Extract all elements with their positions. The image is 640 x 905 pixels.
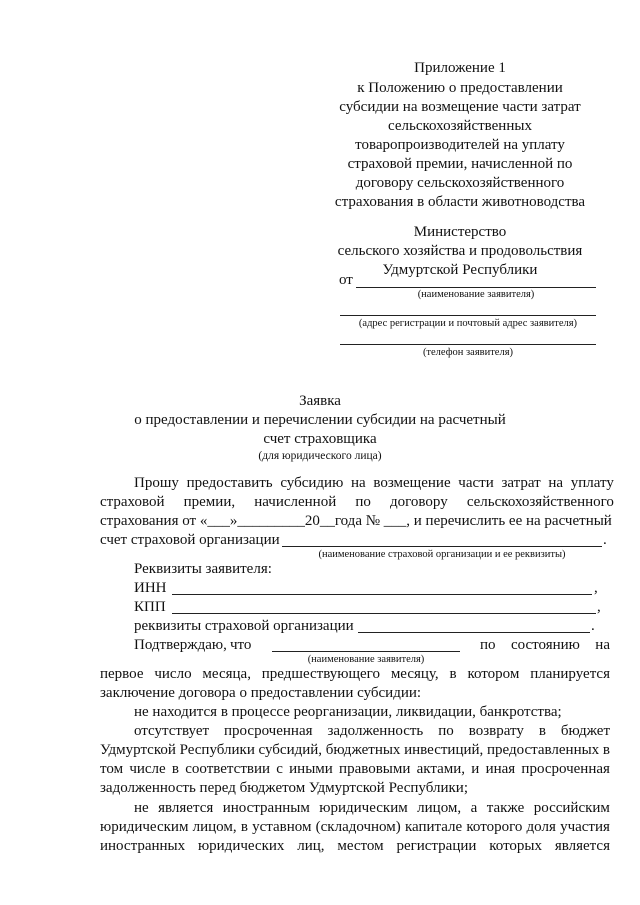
word: начисленной [254,494,337,510]
condition-item: не находится в процессе реорганизации, ликвидации, банкротства; [134,704,562,720]
word: планируется [530,666,610,682]
applicant-phone-field[interactable] [340,344,596,345]
phone-caption: (телефон заявителя) [422,347,514,358]
appendix-line: страхования в области животноводства [334,194,586,210]
word: а [470,800,478,816]
word: месяца, [202,666,251,682]
condition-item: задолженность перед бюджетом Удмуртской Республики; [100,780,468,796]
applicant-address-field[interactable] [340,315,596,316]
word: отсутствует [134,723,210,739]
word: возмещение [373,475,451,491]
word: инвестиций, [404,742,484,758]
word: бюджетных [325,742,401,758]
insurer-caption: (наименование страховой организации и ее реквизиты) [318,549,566,560]
word: месяцу, [390,666,439,682]
appendix-line: сельскохозяйственных [388,118,532,134]
word: юридическим [100,819,189,835]
addressee-line: Удмуртской Республики [382,262,538,278]
word: и [471,761,480,777]
paragraph-line [100,666,610,683]
insurer-requisites-field[interactable] [358,632,590,633]
word: том [100,761,124,777]
appendix-line: страховой премии, начисленной по [347,156,573,172]
word: с [276,761,283,777]
requisites-title: Реквизиты заявителя: [134,561,272,577]
confirm-word: Подтверждаю, [134,637,227,653]
word: сельскохозяйственного [466,494,614,510]
application-subtitle: о предоставлении и перечислении субсидии на расчетный [134,412,506,428]
word: предшествующего [261,666,380,682]
word: в [602,742,610,758]
word: страховой [100,494,165,510]
word: иными [289,761,333,777]
word: число [154,666,192,682]
word: лиц, [297,838,325,854]
applicant-name-field[interactable] [356,287,596,288]
word: предоставить [186,475,273,491]
word: капитале [404,819,463,835]
word: местом [337,838,384,854]
inn-label: ИНН [134,580,167,596]
paragraph-line [134,475,614,492]
word: на [350,475,366,491]
word: на [595,637,610,653]
addressee-line: сельского хозяйства и продовольствия [337,243,583,259]
word: в [171,761,180,777]
word: регистрации [396,838,477,854]
address-caption: (адрес регистрации и почтовый адрес заявителя) [358,318,578,329]
confirm-caption: (наименование заявителя) [307,654,425,665]
word: субсидию [280,475,344,491]
word: лицом, [417,800,462,816]
word: части [458,475,494,491]
from-label: от [339,272,353,288]
paragraph-line: заключение договора о предоставлении субсидии: [100,685,422,701]
word: юридических [197,838,285,854]
confirm-applicant-field[interactable] [272,651,460,652]
application-title: Заявка [299,393,341,409]
entity-note: (для юридического лица) [258,450,382,462]
appendix-title: Приложение 1 [414,60,506,76]
kpp-label: КПП [134,599,166,615]
period: . [603,532,607,548]
addressee-line: Министерство [413,224,507,240]
word: котором [467,666,520,682]
word: в [240,819,248,835]
word: возврату [468,723,524,739]
condition-item [134,723,610,740]
insurer-requisites-label: реквизиты страховой организации [134,618,354,634]
word: соответствии [185,761,271,777]
word: которых [489,838,543,854]
applicant-name-caption: (наименование заявителя) [417,289,535,300]
paragraph-line [100,494,614,511]
word: Республики [179,742,255,758]
comma: , [597,599,601,615]
contract-date-line: страхования от «___»_________20__года № ___, и перечислить ее на расчетный [100,513,612,529]
word: уставном [252,819,312,835]
condition-item [100,819,610,836]
word: актами, [416,761,466,777]
word: иностранным [222,800,310,816]
kpp-field[interactable] [172,613,596,614]
word: (складочном) [315,819,401,835]
word: участия [560,819,610,835]
appendix-line: к Положению о предоставлении [357,80,563,96]
word: не [134,800,149,816]
word: по [438,723,454,739]
inn-field[interactable] [172,594,592,595]
word: является [158,800,214,816]
insurer-account-label: счет страховой организации [100,532,280,548]
application-subtitle: счет страховщика [263,431,377,447]
word: Прошу [134,475,179,491]
word: договору [390,494,448,510]
word: предоставленных [486,742,600,758]
word: на [548,475,564,491]
word: доля [526,819,556,835]
word: юридическим [319,800,408,816]
word: просроченная [521,761,610,777]
word: премии, [183,494,236,510]
word: уплату [570,475,614,491]
word: в [538,723,546,739]
appendix-line: субсидии на возмещение части затрат [339,99,581,115]
word: просроченная [224,723,313,739]
condition-item [100,761,610,778]
word: иностранных [100,838,186,854]
word: иная [485,761,516,777]
word: субсидий, [258,742,323,758]
appendix-line: договору сельскохозяйственного [355,175,565,191]
word: правовыми [339,761,411,777]
word: по [480,637,496,653]
word: числе [129,761,166,777]
condition-item [134,800,610,817]
word: российским [533,800,610,816]
word: лицом, [192,819,237,835]
confirm-word: что [230,637,252,653]
condition-item [100,742,610,759]
condition-item [100,838,610,855]
comma: , [594,580,598,596]
word: которого [466,819,523,835]
period: . [591,618,595,634]
insurer-account-field[interactable] [282,546,602,547]
word: также [486,800,525,816]
word: бюджет [560,723,610,739]
word: первое [100,666,144,682]
word: в [449,666,457,682]
appendix-line: товаропроизводителей на уплату [355,137,565,153]
word: по [355,494,371,510]
word: состоянию [510,637,580,653]
word: Удмуртской [100,742,176,758]
word: затрат [501,475,541,491]
confirm-tail [480,637,610,654]
word: задолженность [327,723,424,739]
word: является [554,838,610,854]
